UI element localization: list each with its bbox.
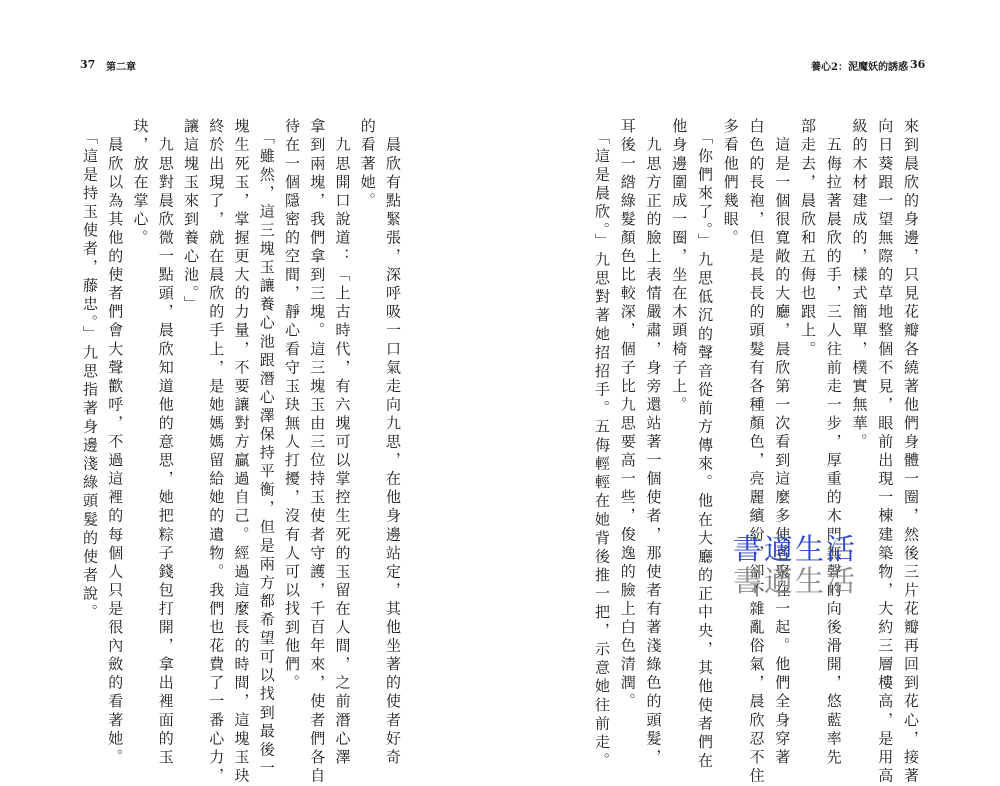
text-column: 他身邊圍成一圈，坐在木頭椅子上。 xyxy=(670,118,689,415)
text-column: 白色的長袍，但是長長的頭髮有各種顏色，亮麗繽紛，卻不雜亂俗氣，晨欣忍不住 xyxy=(747,118,766,786)
text-column: 來到晨欣的身邊，只見花瓣各繞著他們身體一圈，然後三片花瓣再回到花心，接著 xyxy=(902,118,920,786)
text-column: 讓這塊玉來到養心池。」 xyxy=(182,118,200,315)
text-column: 九思對晨欣微一點頭，晨欣知道他的意思，她把粽子錢包打開，拿出裡面的玉 xyxy=(156,118,175,768)
text-column: 部走去，晨欣和五侮也跟上。 xyxy=(799,118,817,360)
text-column: 晨欣有點緊張，深呼吸一口氣走向九思，在他身邊站定，其他坐著的使者好奇 xyxy=(384,118,402,768)
text-column: 這是一個很寬敞的大廳，晨欣第一次看到這麼多使者聚在一起。他們全身穿著 xyxy=(773,118,792,768)
text-column: 多看他們幾眼。 xyxy=(721,118,740,248)
right-page-number: 36 xyxy=(910,58,926,71)
text-column: 九思開口說道：「上古時代，有六塊可以掌控生死的玉留在人間，之前潛心澤 xyxy=(333,118,352,768)
text-column: 耳後一綹綠髮顏色比較深，個子比九思要高一些，俊逸的臉上白色清潤。 xyxy=(618,118,637,712)
watermark xyxy=(733,534,857,598)
text-column: 五侮拉著晨欣的手，三人往前走一步，厚重的木門無聲的向後滑開，悠藍率先 xyxy=(824,118,843,768)
text-column: 晨欣以為其他的使者們會大聲歡呼，不過這裡的每個人只是很內斂的看著她。 xyxy=(106,118,125,768)
text-column: 「雖然，這三塊玉讓養心池跟潛心澤保持平衡，但是兩方都希望可以找到最後一 xyxy=(257,118,276,779)
text-column: 向日葵跟一望無際的草地整個不見，眼前出現一棟建築物，大約三層樓高，是用高 xyxy=(876,118,895,786)
text-column: 的看著她。 xyxy=(358,118,377,211)
text-column: 「你們來了。」九思低沉的聲音從前方傳來。他在大廳的正中央，其他使者們在 xyxy=(696,118,714,771)
left-page-number: 37 xyxy=(80,58,96,71)
text-column: 「這是持玉使者，藤忠。」九思指著身邊淺綠頭髮的使者說。 xyxy=(81,118,99,623)
text-column: 待在一個隱密的空間，靜心看守玉玦無人打擾，沒有人可以找到他們。 xyxy=(283,118,301,694)
watermark-line-blue: 書適生活 xyxy=(733,532,858,566)
text-column: 「這是晨欣。」九思對著她招招手。五侮輕輕在她背後推一把，示意她往前走。 xyxy=(593,118,611,771)
text-column: 終於出現了，就在晨欣的手上，是她媽媽留給她的遺物。我們也花費了一番心力， xyxy=(207,118,226,786)
right-running-head: 養心2：泥魔妖的誘惑 xyxy=(811,62,908,73)
text-column: 拿到兩塊，我們拿到三塊。這三塊玉由三位持玉使者守護，千百年來，使者們各自 xyxy=(308,118,327,786)
text-column: 九思方正的臉上表情嚴肅，身旁還站著一個使者，那使者有著淺綠色的頭髮， xyxy=(644,118,663,768)
left-text-body xyxy=(80,118,402,786)
text-column: 級的木材建成的，樣式簡單，樸實無華。 xyxy=(850,118,869,452)
text-column: 塊生死玉，掌握更大的力量，不要讓對方贏過自己。經過這麼長的時間，這塊玉玦 xyxy=(232,118,251,786)
watermark-line-gray: 書適生活 xyxy=(733,563,858,598)
text-column: 玦，放在掌心。 xyxy=(131,118,150,248)
left-running-head: 第二章 xyxy=(106,62,136,73)
